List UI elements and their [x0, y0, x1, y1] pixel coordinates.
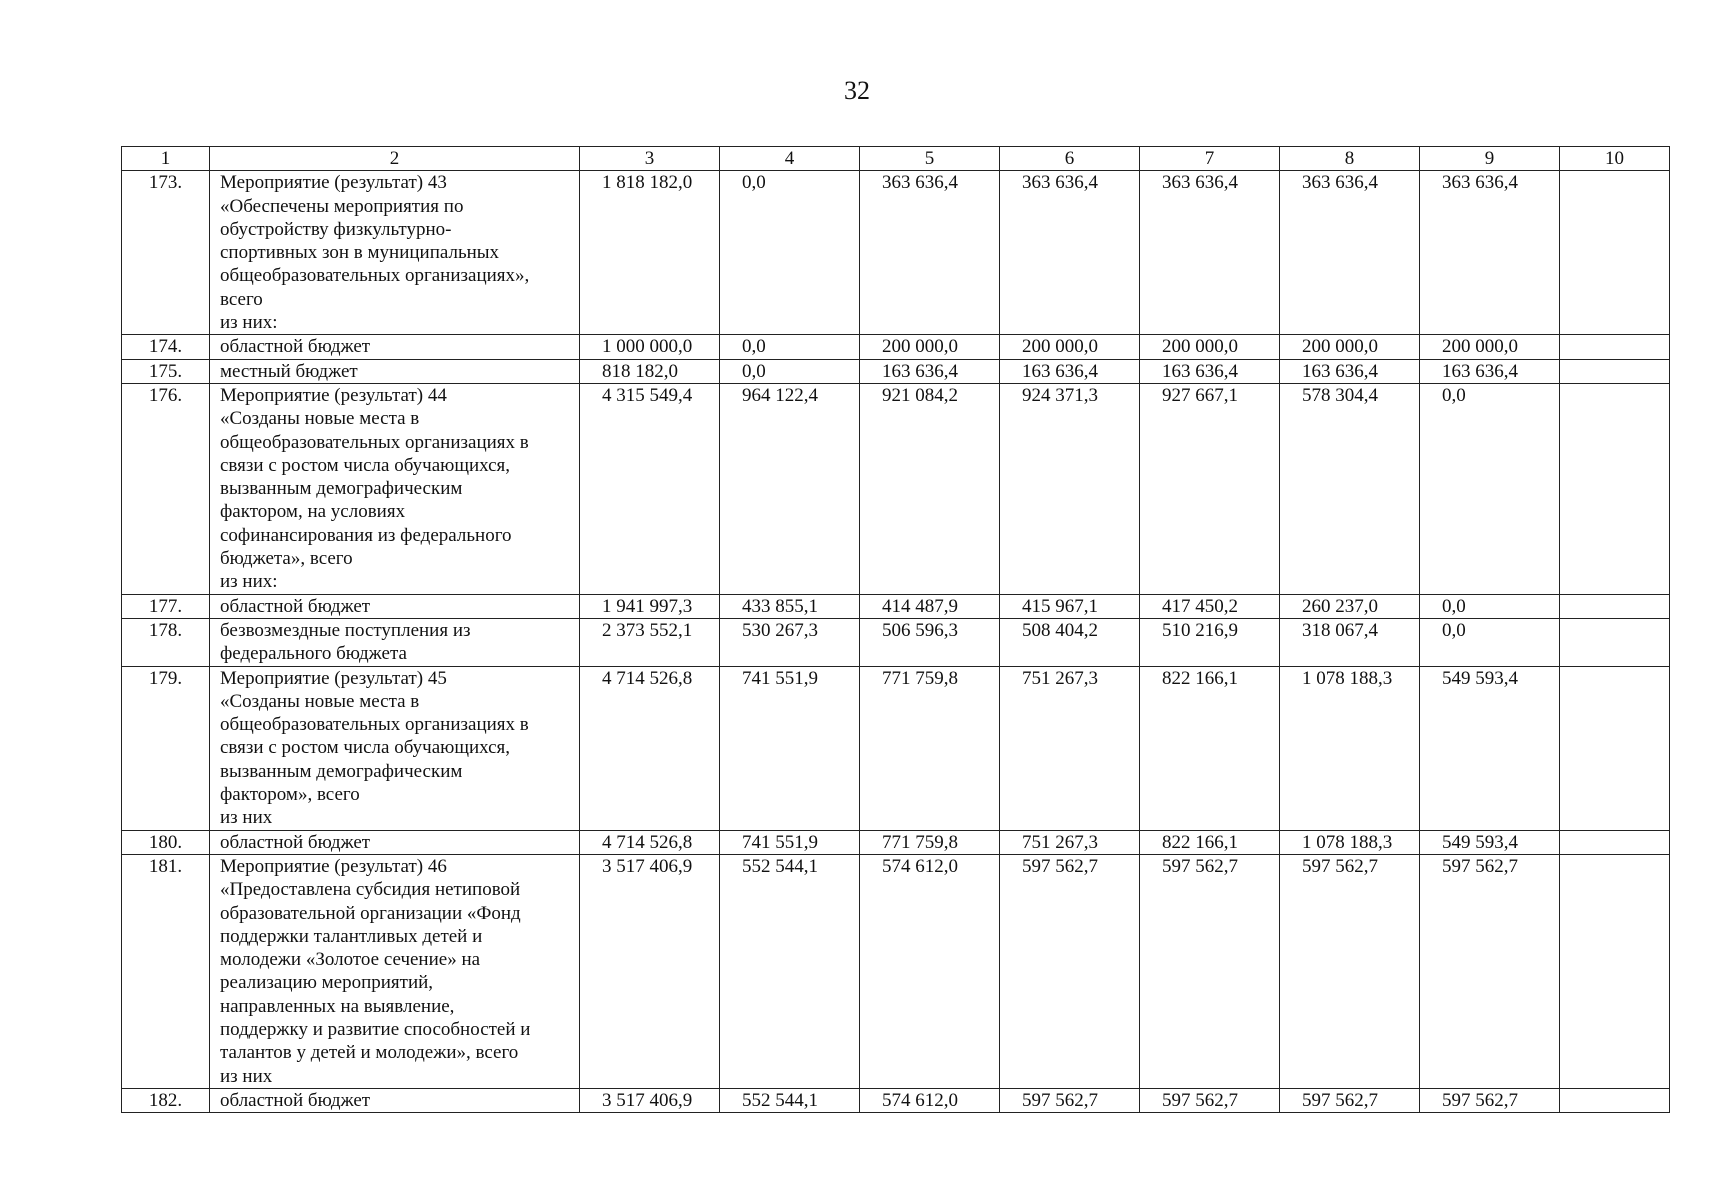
amount-cell: 549 593,4	[1420, 830, 1560, 854]
row-description: областной бюджет	[210, 830, 580, 854]
page-number: 32	[844, 76, 870, 105]
amount-cell: 597 562,7	[1000, 854, 1140, 1088]
table-row	[122, 666, 1670, 830]
row-number: 180.	[122, 830, 210, 854]
budget-table	[121, 146, 1670, 1113]
table-row	[122, 854, 1670, 1088]
row-number: 178.	[122, 618, 210, 666]
row-number: 175.	[122, 359, 210, 383]
column-10-cell	[1560, 854, 1670, 1088]
row-description: областной бюджет	[210, 1088, 580, 1112]
amount-cell: 163 636,4	[1420, 359, 1560, 383]
amount-cell: 1 078 188,3	[1280, 830, 1420, 854]
amount-cell: 163 636,4	[1000, 359, 1140, 383]
column-header: 5	[860, 147, 1000, 171]
row-number: 174.	[122, 335, 210, 359]
amount-cell: 1 818 182,0	[580, 171, 720, 335]
amount-cell: 0,0	[720, 335, 860, 359]
amount-cell: 163 636,4	[1280, 359, 1420, 383]
table-row	[122, 594, 1670, 618]
amount-cell: 3 517 406,9	[580, 854, 720, 1088]
amount-cell: 200 000,0	[1420, 335, 1560, 359]
table-row	[122, 830, 1670, 854]
amount-cell: 260 237,0	[1280, 594, 1420, 618]
column-header: 2	[210, 147, 580, 171]
column-header: 10	[1560, 147, 1670, 171]
amount-cell: 0,0	[1420, 618, 1560, 666]
amount-cell: 751 267,3	[1000, 666, 1140, 830]
row-number: 177.	[122, 594, 210, 618]
amount-cell: 0,0	[720, 171, 860, 335]
column-header: 9	[1420, 147, 1560, 171]
table-row	[122, 383, 1670, 594]
row-number: 182.	[122, 1088, 210, 1112]
row-number: 181.	[122, 854, 210, 1088]
amount-cell: 0,0	[1420, 383, 1560, 594]
amount-cell: 363 636,4	[860, 171, 1000, 335]
column-header: 3	[580, 147, 720, 171]
amount-cell: 921 084,2	[860, 383, 1000, 594]
row-description: областной бюджет	[210, 335, 580, 359]
amount-cell: 1 078 188,3	[1280, 666, 1420, 830]
amount-cell: 822 166,1	[1140, 666, 1280, 830]
column-10-cell	[1560, 359, 1670, 383]
amount-cell: 771 759,8	[860, 830, 1000, 854]
column-10-cell	[1560, 171, 1670, 335]
column-10-cell	[1560, 618, 1670, 666]
row-description: областной бюджет	[210, 594, 580, 618]
row-number: 173.	[122, 171, 210, 335]
table-row	[122, 359, 1670, 383]
amount-cell: 597 562,7	[1280, 1088, 1420, 1112]
amount-cell: 363 636,4	[1280, 171, 1420, 335]
amount-cell: 597 562,7	[1140, 1088, 1280, 1112]
row-description: Мероприятие (результат) 43 «Обеспечены мероприятия по обустройству физкультурно- спортивных зон в муниципальных общеобразовательных организациях», всего из них:	[210, 171, 580, 335]
amount-cell: 200 000,0	[1000, 335, 1140, 359]
amount-cell: 415 967,1	[1000, 594, 1140, 618]
amount-cell: 549 593,4	[1420, 666, 1560, 830]
amount-cell: 363 636,4	[1140, 171, 1280, 335]
row-description: Мероприятие (результат) 46 «Предоставлена субсидия нетиповой образовательной организации «Фонд поддержки талантливых детей и молодежи «Золотое сечение» на реализацию мероприятий, направленных на выявление, поддержку и развитие способностей и талантов у детей и молодежи», всего из них	[210, 854, 580, 1088]
amount-cell: 751 267,3	[1000, 830, 1140, 854]
amount-cell: 200 000,0	[1140, 335, 1280, 359]
amount-cell: 822 166,1	[1140, 830, 1280, 854]
column-header: 1	[122, 147, 210, 171]
amount-cell: 578 304,4	[1280, 383, 1420, 594]
amount-cell: 163 636,4	[860, 359, 1000, 383]
table-row	[122, 1088, 1670, 1112]
column-10-cell	[1560, 335, 1670, 359]
column-10-cell	[1560, 666, 1670, 830]
row-number: 179.	[122, 666, 210, 830]
amount-cell: 597 562,7	[1280, 854, 1420, 1088]
amount-cell: 414 487,9	[860, 594, 1000, 618]
amount-cell: 363 636,4	[1000, 171, 1140, 335]
column-header: 8	[1280, 147, 1420, 171]
column-10-cell	[1560, 1088, 1670, 1112]
column-header: 7	[1140, 147, 1280, 171]
amount-cell: 964 122,4	[720, 383, 860, 594]
amount-cell: 318 067,4	[1280, 618, 1420, 666]
table-row	[122, 335, 1670, 359]
amount-cell: 2 373 552,1	[580, 618, 720, 666]
column-number-header-row	[122, 147, 1670, 171]
amount-cell: 510 216,9	[1140, 618, 1280, 666]
amount-cell: 552 544,1	[720, 1088, 860, 1112]
amount-cell: 927 667,1	[1140, 383, 1280, 594]
amount-cell: 818 182,0	[580, 359, 720, 383]
amount-cell: 363 636,4	[1420, 171, 1560, 335]
amount-cell: 4 714 526,8	[580, 666, 720, 830]
amount-cell: 771 759,8	[860, 666, 1000, 830]
column-10-cell	[1560, 383, 1670, 594]
column-header: 6	[1000, 147, 1140, 171]
amount-cell: 0,0	[1420, 594, 1560, 618]
amount-cell: 3 517 406,9	[580, 1088, 720, 1112]
row-number: 176.	[122, 383, 210, 594]
amount-cell: 924 371,3	[1000, 383, 1140, 594]
amount-cell: 597 562,7	[1420, 1088, 1560, 1112]
amount-cell: 417 450,2	[1140, 594, 1280, 618]
amount-cell: 552 544,1	[720, 854, 860, 1088]
row-description: местный бюджет	[210, 359, 580, 383]
row-description: безвозмездные поступления из федерального бюджета	[210, 618, 580, 666]
amount-cell: 200 000,0	[860, 335, 1000, 359]
column-10-cell	[1560, 594, 1670, 618]
amount-cell: 506 596,3	[860, 618, 1000, 666]
amount-cell: 163 636,4	[1140, 359, 1280, 383]
table-row	[122, 171, 1670, 335]
row-description: Мероприятие (результат) 44 «Созданы новые места в общеобразовательных организациях в связи с ростом числа обучающихся, вызванным демографическим фактором, на условиях софинансирования из федерального бюджета», всего из них:	[210, 383, 580, 594]
amount-cell: 433 855,1	[720, 594, 860, 618]
amount-cell: 508 404,2	[1000, 618, 1140, 666]
amount-cell: 574 612,0	[860, 854, 1000, 1088]
amount-cell: 0,0	[720, 359, 860, 383]
column-10-cell	[1560, 830, 1670, 854]
amount-cell: 574 612,0	[860, 1088, 1000, 1112]
column-header: 4	[720, 147, 860, 171]
row-description: Мероприятие (результат) 45 «Созданы новые места в общеобразовательных организациях в связи с ростом числа обучающихся, вызванным демографическим фактором», всего из них	[210, 666, 580, 830]
amount-cell: 597 562,7	[1420, 854, 1560, 1088]
amount-cell: 530 267,3	[720, 618, 860, 666]
amount-cell: 200 000,0	[1280, 335, 1420, 359]
amount-cell: 741 551,9	[720, 666, 860, 830]
table-row	[122, 618, 1670, 666]
amount-cell: 1 941 997,3	[580, 594, 720, 618]
amount-cell: 1 000 000,0	[580, 335, 720, 359]
amount-cell: 4 315 549,4	[580, 383, 720, 594]
amount-cell: 4 714 526,8	[580, 830, 720, 854]
amount-cell: 597 562,7	[1140, 854, 1280, 1088]
amount-cell: 597 562,7	[1000, 1088, 1140, 1112]
amount-cell: 741 551,9	[720, 830, 860, 854]
